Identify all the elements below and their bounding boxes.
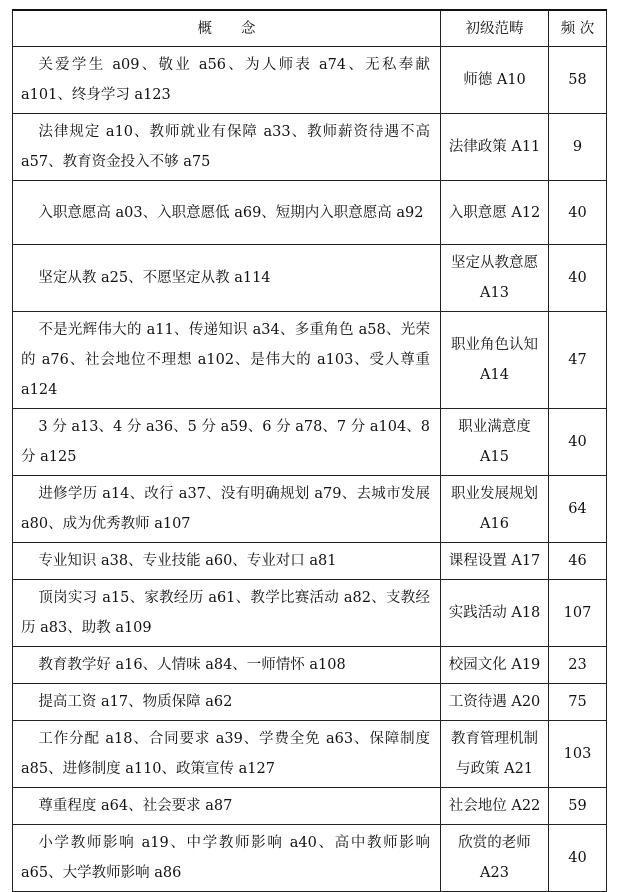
frequency-cell: 40	[549, 245, 607, 312]
category-cell: 法律政策 A11	[441, 114, 549, 181]
concept-text: 小学教师影响 a19、中学教师影响 a40、高中教师影响 a65、大学教师影响 a86	[21, 835, 430, 881]
table-row	[13, 684, 607, 721]
concept-cell	[13, 476, 441, 543]
concept-text: 专业知识 a38、专业技能 a60、专业对口 a81	[38, 553, 337, 569]
category-cell: 职业角色认知 A14	[441, 312, 549, 409]
table-row	[13, 543, 607, 580]
frequency-cell: 9	[549, 114, 607, 181]
concept-cell	[13, 647, 441, 684]
concept-cell	[13, 543, 441, 580]
table-row	[13, 47, 607, 114]
concept-cell	[13, 721, 441, 788]
category-cell: 校园文化 A19	[441, 647, 549, 684]
frequency-cell: 107	[549, 580, 607, 647]
concept-cell	[13, 409, 441, 476]
concept-text: 不是光辉伟大的 a11、传递知识 a34、多重角色 a58、光荣的 a76、社会地位不理想 a102、是伟大的 a103、受人尊重 a124	[21, 322, 430, 398]
header-frequency: 频 次	[549, 10, 607, 47]
table-row	[13, 647, 607, 684]
category-cell: 课程设置 A17	[441, 543, 549, 580]
concept-cell	[13, 825, 441, 892]
concept-text: 关爱学生 a09、敬业 a56、为人师表 a74、无私奉献 a101、终身学习 a123	[21, 57, 430, 103]
frequency-cell: 103	[549, 721, 607, 788]
frequency-cell: 40	[549, 409, 607, 476]
concept-text: 尊重程度 a64、社会要求 a87	[38, 798, 233, 814]
concept-cell	[13, 580, 441, 647]
table-row	[13, 409, 607, 476]
table-row	[13, 825, 607, 892]
concept-text: 进修学历 a14、改行 a37、没有明确规划 a79、去城市发展 a80、成为优秀教师 a107	[21, 486, 430, 532]
table-row	[13, 788, 607, 825]
concept-text: 坚定从教 a25、不愿坚定从教 a114	[38, 270, 271, 286]
frequency-cell: 40	[549, 181, 607, 245]
table-row	[13, 312, 607, 409]
category-cell: 师德 A10	[441, 47, 549, 114]
frequency-cell: 47	[549, 312, 607, 409]
header-category: 初级范畴	[441, 10, 549, 47]
concept-cell	[13, 245, 441, 312]
concept-cell	[13, 312, 441, 409]
category-cell: 实践活动 A18	[441, 580, 549, 647]
table-row	[13, 580, 607, 647]
concept-cell	[13, 114, 441, 181]
table-row	[13, 245, 607, 312]
concept-text: 3 分 a13、4 分 a36、5 分 a59、6 分 a78、7 分 a104、8 分 a125	[21, 419, 430, 465]
frequency-cell: 23	[549, 647, 607, 684]
category-cell: 社会地位 A22	[441, 788, 549, 825]
concept-cell	[13, 181, 441, 245]
category-cell: 坚定从教意愿 A13	[441, 245, 549, 312]
concept-text: 提高工资 a17、物质保障 a62	[38, 694, 233, 710]
category-cell: 入职意愿 A12	[441, 181, 549, 245]
header-concept: 概 念	[13, 10, 441, 47]
category-cell: 工资待遇 A20	[441, 684, 549, 721]
frequency-cell: 64	[549, 476, 607, 543]
concept-text: 工作分配 a18、合同要求 a39、学费全免 a63、保障制度 a85、进修制度 a110、政策宣传 a127	[21, 731, 430, 777]
concept-cell	[13, 684, 441, 721]
category-cell: 欣赏的老师 A23	[441, 825, 549, 892]
frequency-cell: 46	[549, 543, 607, 580]
category-cell: 职业发展规划 A16	[441, 476, 549, 543]
header-row	[13, 10, 607, 47]
table-row	[13, 114, 607, 181]
concept-text: 入职意愿高 a03、入职意愿低 a69、短期内入职意愿高 a92	[38, 204, 424, 221]
table-row	[13, 721, 607, 788]
concept-cell	[13, 47, 441, 114]
frequency-cell: 40	[549, 825, 607, 892]
concept-cell	[13, 788, 441, 825]
concept-category-table	[12, 9, 607, 892]
frequency-cell: 58	[549, 47, 607, 114]
concept-text: 顶岗实习 a15、家教经历 a61、教学比赛活动 a82、支教经历 a83、助教 a109	[21, 590, 430, 636]
category-cell: 职业满意度 A15	[441, 409, 549, 476]
table-row	[13, 181, 607, 245]
frequency-cell: 59	[549, 788, 607, 825]
table-row	[13, 476, 607, 543]
category-cell: 教育管理机制与政策 A21	[441, 721, 549, 788]
concept-text: 法律规定 a10、教师就业有保障 a33、教师薪资待遇不高 a57、教育资金投入不够 a75	[21, 124, 430, 170]
concept-text: 教育教学好 a16、人情味 a84、一师情怀 a108	[38, 657, 346, 673]
frequency-cell: 75	[549, 684, 607, 721]
